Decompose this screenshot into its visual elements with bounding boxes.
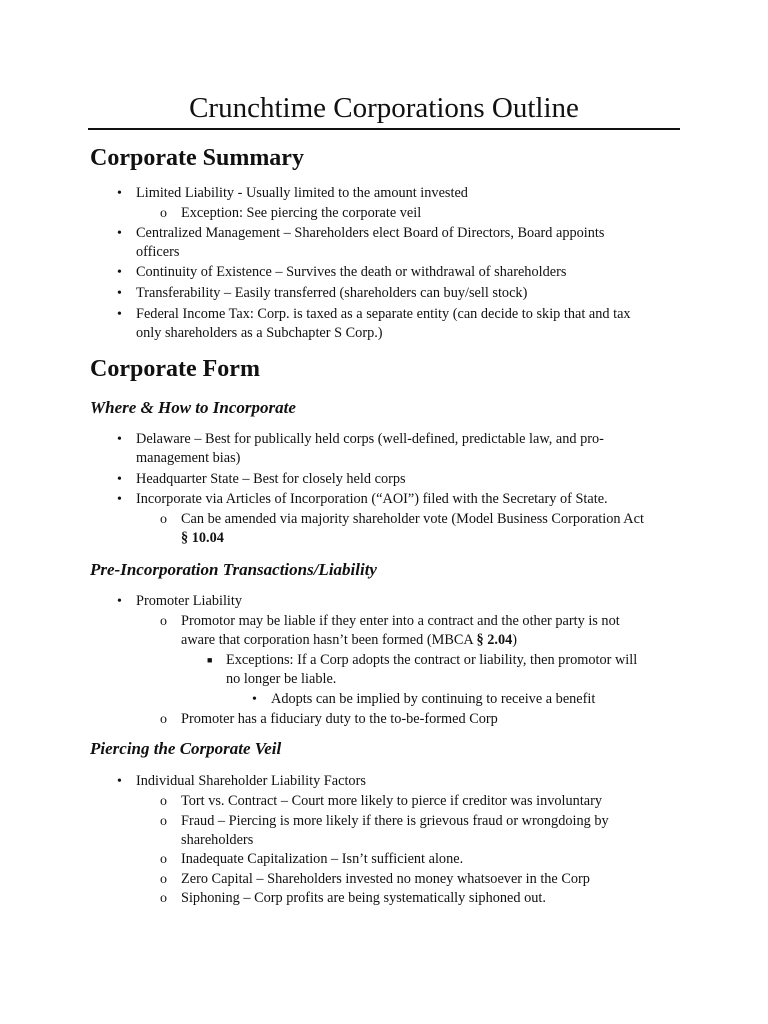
sub-bullet-marker: o xyxy=(160,512,167,527)
bullet-marker: • xyxy=(117,307,122,322)
sub-bullet-marker: o xyxy=(160,794,167,809)
sub-bullet-marker: o xyxy=(160,852,167,867)
list-item: Promoter has a fiduciary duty to the to-be-formed Corp xyxy=(181,711,498,727)
list-item-continuation xyxy=(181,631,517,650)
bullet-marker: • xyxy=(117,286,122,301)
list-item: Federal Income Tax: Corp. is taxed as a separate entity (can decide to skip that and tax xyxy=(136,306,631,322)
document-title: Crunchtime Corporations Outline xyxy=(189,92,579,124)
list-item: Can be amended via majority shareholder vote (Model Business Corporation Act xyxy=(181,511,644,527)
list-item: Centralized Management – Shareholders elect Board of Directors, Board appoints xyxy=(136,225,605,241)
title-underline xyxy=(88,128,680,130)
list-item: Exception: See piercing the corporate veil xyxy=(181,205,422,221)
list-item: Siphoning – Corp profits are being systematically siphoned out. xyxy=(181,890,546,906)
bullet-marker: • xyxy=(117,774,122,789)
bullet-marker: • xyxy=(252,692,257,707)
heading-corporate-form: Corporate Form xyxy=(90,356,260,382)
subheading-piercing: Piercing the Corporate Veil xyxy=(90,739,282,758)
square-bullet-marker: ■ xyxy=(207,655,213,665)
statute-reference: § 2.04 xyxy=(476,632,513,648)
bullet-marker: • xyxy=(117,186,122,201)
bullet-marker: • xyxy=(117,265,122,280)
list-item: Adopts can be implied by continuing to receive a benefit xyxy=(271,691,596,707)
bullet-marker: • xyxy=(117,432,122,447)
list-item: Delaware – Best for publically held corps (well-defined, predictable law, and pro- xyxy=(136,431,604,447)
list-item-continuation: § 10.04 xyxy=(181,530,224,546)
list-item: Headquarter State – Best for closely held corps xyxy=(136,471,406,487)
list-item: Tort vs. Contract – Court more likely to pierce if creditor was involuntary xyxy=(181,793,603,809)
list-item-continuation: no longer be liable. xyxy=(226,671,337,687)
bullet-marker: • xyxy=(117,492,122,507)
subheading-pre-incorporation: Pre-Incorporation Transactions/Liability xyxy=(90,560,377,579)
bullet-marker: • xyxy=(117,472,122,487)
text-run: ) xyxy=(512,632,518,648)
list-item-continuation: officers xyxy=(136,244,180,260)
list-item: Zero Capital – Shareholders invested no money whatsoever in the Corp xyxy=(181,871,590,887)
sub-bullet-marker: o xyxy=(160,206,167,221)
sub-bullet-marker: o xyxy=(160,614,167,629)
list-item: Transferability – Easily transferred (shareholders can buy/sell stock) xyxy=(136,285,528,301)
list-item: Continuity of Existence – Survives the death or withdrawal of shareholders xyxy=(136,264,567,280)
sub-bullet-marker: o xyxy=(160,814,167,829)
sub-bullet-marker: o xyxy=(160,872,167,887)
text-run: aware that corporation hasn’t been formed (MBCA xyxy=(181,632,477,648)
bullet-marker: • xyxy=(117,594,122,609)
sub-bullet-marker: o xyxy=(160,712,167,727)
list-item: Promoter Liability xyxy=(136,593,243,609)
list-item-continuation: shareholders xyxy=(181,832,254,848)
bullet-marker: • xyxy=(117,226,122,241)
list-item: Incorporate via Articles of Incorporation (“AOI”) filed with the Secretary of State. xyxy=(136,491,608,507)
subheading-where-how: Where & How to Incorporate xyxy=(90,398,296,417)
list-item-continuation: only shareholders as a Subchapter S Corp.) xyxy=(136,325,383,341)
list-item: Inadequate Capitalization – Isn’t sufficient alone. xyxy=(181,851,464,867)
list-item-continuation: management bias) xyxy=(136,450,241,466)
list-item: Limited Liability - Usually limited to the amount invested xyxy=(136,185,468,201)
list-item: Individual Shareholder Liability Factors xyxy=(136,773,366,789)
list-item: Fraud – Piercing is more likely if there is grievous fraud or wrongdoing by xyxy=(181,813,609,829)
list-item: Promotor may be liable if they enter into a contract and the other party is not xyxy=(181,613,620,629)
list-item: Exceptions: If a Corp adopts the contract or liability, then promotor will xyxy=(226,652,638,668)
sub-bullet-marker: o xyxy=(160,891,167,906)
heading-corporate-summary: Corporate Summary xyxy=(90,145,304,171)
